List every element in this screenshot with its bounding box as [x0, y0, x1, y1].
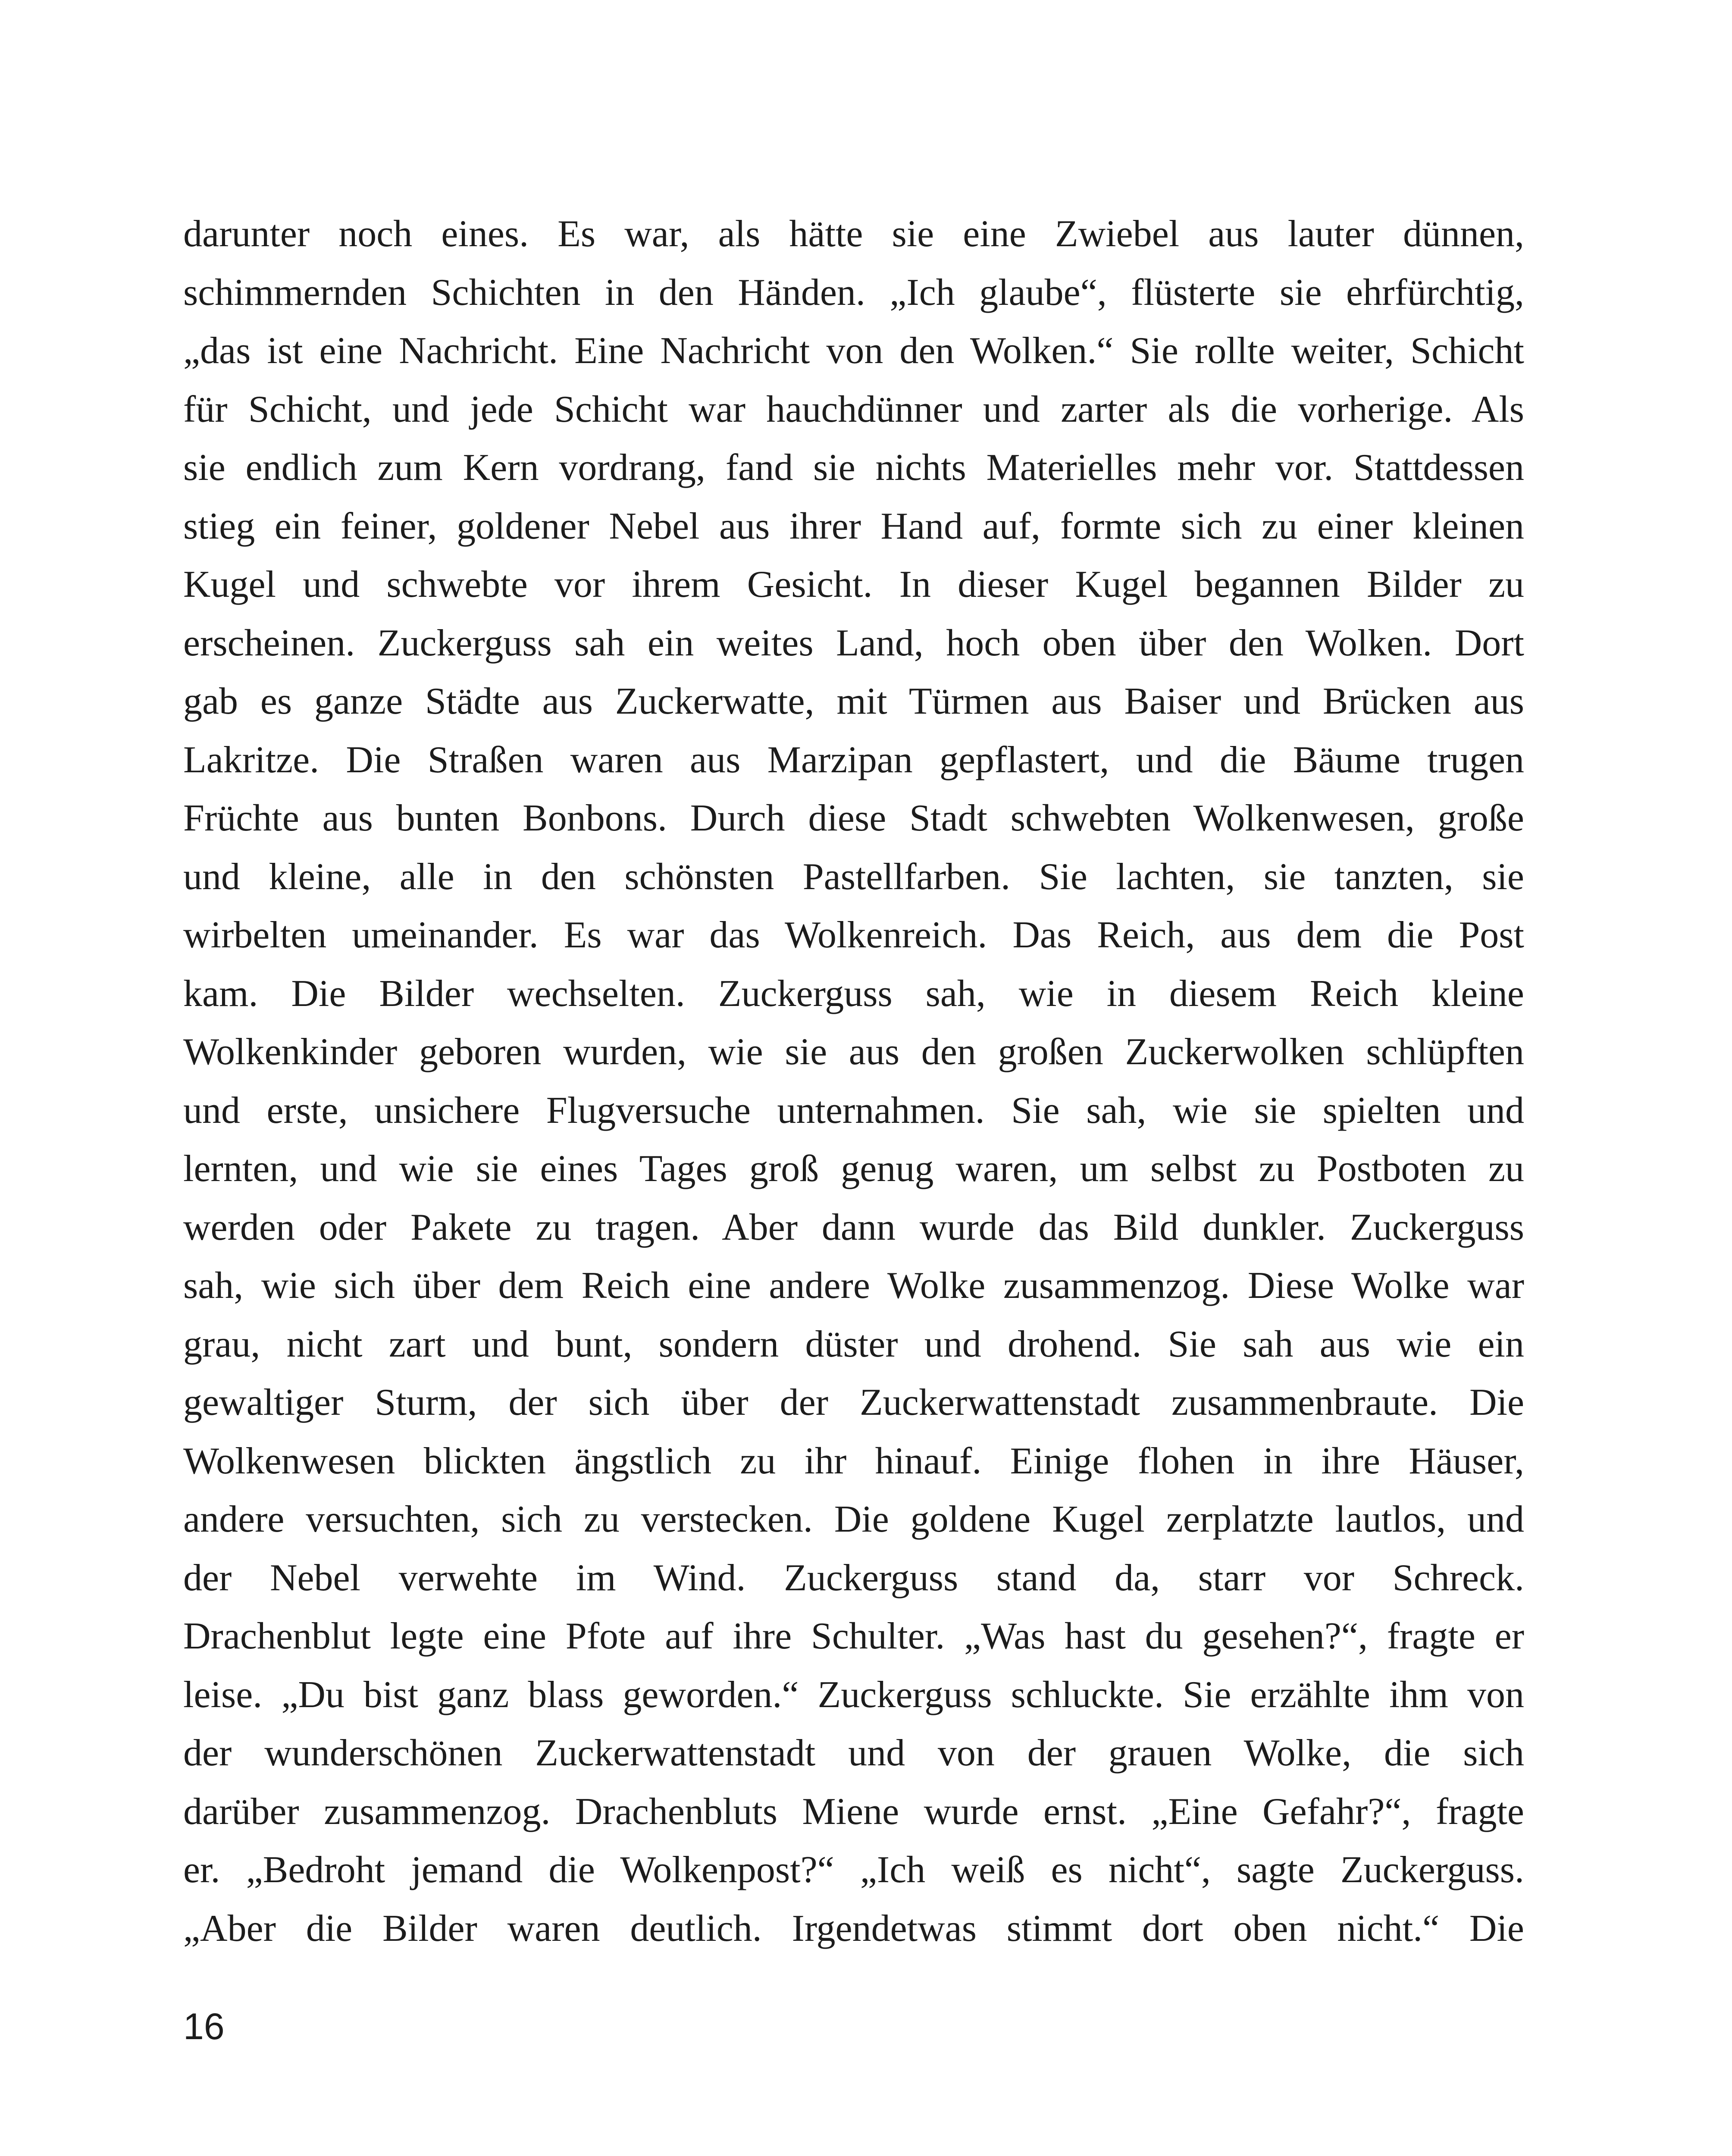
text-line: gab es ganze Städte aus Zuckerwatte, mit Türmen aus Baiser und Brücken aus — [183, 680, 1524, 722]
text-line: stieg ein feiner, goldener Nebel aus ihrer Hand auf, formte sich zu einer kleinen — [183, 505, 1524, 547]
text-line: schimmernden Schichten in den Händen. „Ich glaube“, flüsterte sie ehrfürchtig, — [183, 271, 1524, 313]
text-line: leise. „Du bist ganz blass geworden.“ Zuckerguss schluckte. Sie erzählte ihm von — [183, 1673, 1524, 1716]
text-line: darüber zusammenzog. Drachenbluts Miene wurde ernst. „Eine Gefahr?“, fragte — [183, 1790, 1524, 1833]
text-line: kam. Die Bilder wechselten. Zuckerguss sah, wie in diesem Reich kleine — [183, 972, 1524, 1015]
text-line: grau, nicht zart und bunt, sondern düster und drohend. Sie sah aus wie ein — [183, 1323, 1524, 1365]
text-line: sah, wie sich über dem Reich eine andere Wolke zusammenzog. Diese Wolke war — [183, 1265, 1524, 1307]
text-line: erscheinen. Zuckerguss sah ein weites Land, hoch oben über den Wolken. Dort — [183, 622, 1524, 664]
text-line: darunter noch eines. Es war, als hätte sie eine Zwiebel aus lauter dünnen, — [183, 213, 1524, 255]
page-number: 16 — [183, 2006, 225, 2047]
text-line: „das ist eine Nachricht. Eine Nachricht von den Wolken.“ Sie rollte weiter, Schicht — [183, 330, 1524, 372]
text-line: für Schicht, und jede Schicht war hauchdünner und zarter als die vorherige. Als — [183, 388, 1524, 430]
text-line: und erste, unsichere Flugversuche unternahmen. Sie sah, wie sie spielten und — [183, 1089, 1524, 1131]
text-line: werden oder Pakete zu tragen. Aber dann wurde das Bild dunkler. Zuckerguss — [183, 1206, 1524, 1248]
text-line: wirbelten umeinander. Es war das Wolkenreich. Das Reich, aus dem die Post — [183, 914, 1524, 956]
text-line: er. „Bedroht jemand die Wolkenpost?“ „Ich weiß es nicht“, sagte Zuckerguss. — [183, 1849, 1524, 1891]
text-line: Lakritze. Die Straßen waren aus Marzipan gepflastert, und die Bäume trugen — [183, 739, 1524, 781]
text-line: der wunderschönen Zuckerwattenstadt und von der grauen Wolke, die sich — [183, 1732, 1524, 1774]
text-line: Früchte aus bunten Bonbons. Durch diese Stadt schwebten Wolkenwesen, große — [183, 797, 1524, 839]
body-paragraph — [183, 205, 1524, 1958]
text-line: lernten, und wie sie eines Tages groß genug waren, um selbst zu Postboten zu — [183, 1148, 1524, 1190]
text-line: der Nebel verwehte im Wind. Zuckerguss stand da, starr vor Schreck. — [183, 1557, 1524, 1599]
text-line: Wolkenkinder geboren wurden, wie sie aus den großen Zuckerwolken schlüpften — [183, 1031, 1524, 1073]
text-line: sie endlich zum Kern vordrang, fand sie nichts Materielles mehr vor. Stattdessen — [183, 447, 1524, 489]
text-line: Wolkenwesen blickten ängstlich zu ihr hinauf. Einige flohen in ihre Häuser, — [183, 1440, 1524, 1482]
text-line: „Aber die Bilder waren deutlich. Irgendetwas stimmt dort oben nicht.“ Die — [183, 1907, 1524, 1949]
text-line: Kugel und schwebte vor ihrem Gesicht. In dieser Kugel begannen Bilder zu — [183, 564, 1524, 605]
text-line: Drachenblut legte eine Pfote auf ihre Schulter. „Was hast du gesehen?“, fragte er — [183, 1615, 1524, 1657]
text-line: und kleine, alle in den schönsten Pastellfarben. Sie lachten, sie tanzten, sie — [183, 856, 1524, 898]
text-line: andere versuchten, sich zu verstecken. Die goldene Kugel zerplatzte lautlos, und — [183, 1498, 1524, 1540]
text-line: gewaltiger Sturm, der sich über der Zuckerwattenstadt zusammenbraute. Die — [183, 1382, 1524, 1423]
